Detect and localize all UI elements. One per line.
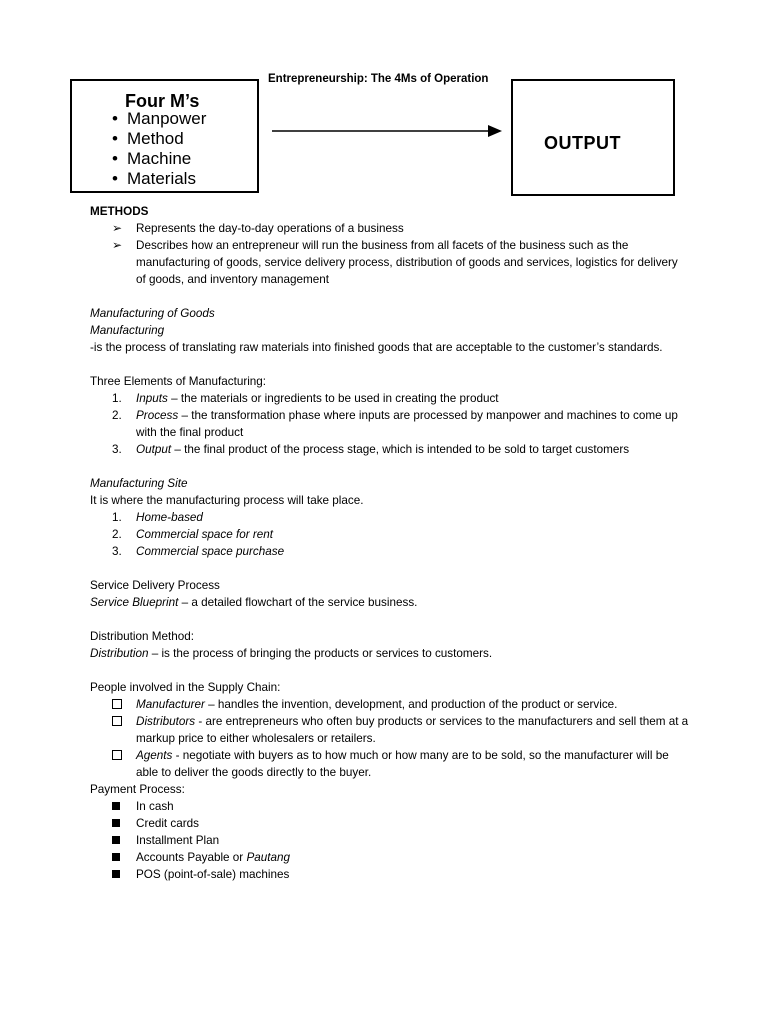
right-arrow-icon: [272, 123, 504, 139]
checkbox-bullet-icon: [112, 699, 122, 709]
arrow-bullet-icon: ➢: [112, 238, 123, 252]
four-ms-item: • Method: [112, 129, 206, 149]
document-body: [90, 203, 690, 883]
site-heading: Manufacturing Site: [90, 477, 188, 490]
site-list: [90, 509, 690, 560]
manufacturing-term: Manufacturing: [90, 324, 165, 337]
list-item: 2. Process – the transformation phase where inputs are processed by manpower and machines to come up with the final product: [112, 409, 678, 439]
checkbox-bullet-icon: [112, 716, 122, 726]
list-item: Distributors - are entrepreneurs who often buy products or services to the manufacturers and sell them at a markup price to either wholesalers or retailers.: [90, 713, 690, 747]
methods-heading: METHODS: [90, 205, 149, 218]
methods-list: [90, 220, 690, 288]
list-item: 1. Home-based: [112, 511, 203, 524]
list-item: 3. Commercial space purchase: [112, 545, 285, 558]
list-item: POS (point-of-sale) machines: [90, 866, 690, 883]
list-item: ➢ Describes how an entrepreneur will run the business from all facets of the business such as the manufacturing of goods, service delivery process, distribution of goods and services, logistics for delivery of goods, and inventory management: [112, 238, 678, 286]
output-box: [511, 79, 675, 196]
square-bullet-icon: [112, 853, 120, 861]
list-item: 1. Inputs – the materials or ingredients to be used in creating the product: [112, 392, 499, 405]
list-item: ➢ Represents the day-to-day operations of a business: [112, 221, 404, 235]
elements-heading: Three Elements of Manufacturing:: [90, 375, 267, 388]
list-item: Accounts Payable or Pautang: [90, 849, 690, 866]
list-item: Manufacturer – handles the invention, development, and production of the product or service.: [90, 696, 690, 713]
list-item: Credit cards: [90, 815, 690, 832]
service-heading: Service Delivery Process: [90, 579, 220, 592]
output-label: OUTPUT: [544, 133, 621, 153]
elements-list: [90, 390, 690, 458]
square-bullet-icon: [112, 870, 120, 878]
four-ms-heading: Four M’s: [125, 91, 200, 111]
list-item: Installment Plan: [90, 832, 690, 849]
four-ms-item: • Machine: [112, 149, 206, 169]
list-item: 3. Output – the final product of the process stage, which is intended to be sold to target customers: [112, 443, 630, 456]
checkbox-bullet-icon: [112, 750, 122, 760]
distribution-heading: Distribution Method:: [90, 630, 194, 643]
square-bullet-icon: [112, 819, 120, 827]
four-ms-list: [112, 109, 206, 189]
site-text: It is where the manufacturing process will take place.: [90, 494, 364, 507]
manufacturing-definition: -is the process of translating raw materials into finished goods that are acceptable to the customer’s standards.: [90, 341, 663, 354]
square-bullet-icon: [112, 802, 120, 810]
service-definition: Service Blueprint – a detailed flowchart of the service business.: [90, 596, 418, 609]
four-ms-item: • Manpower: [112, 109, 206, 129]
four-ms-box: [70, 79, 259, 193]
arrow-bullet-icon: ➢: [112, 221, 123, 235]
supply-chain-heading: People involved in the Supply Chain:: [90, 681, 281, 694]
document-title: Entrepreneurship: The 4Ms of Operation: [268, 73, 489, 85]
distribution-definition: Distribution – is the process of bringing the products or services to customers.: [90, 647, 493, 660]
list-item: 2. Commercial space for rent: [112, 528, 274, 541]
supply-chain-list: [90, 696, 690, 781]
payment-heading: Payment Process:: [90, 783, 185, 796]
payment-list: [90, 798, 690, 883]
list-item: In cash: [90, 798, 690, 815]
manufacturing-subheading: Manufacturing of Goods: [90, 307, 215, 320]
square-bullet-icon: [112, 836, 120, 844]
four-ms-item: • Materials: [112, 169, 206, 189]
list-item: Agents - negotiate with buyers as to how much or how many are to be sold, so the manufacturer will be able to deliver the goods directly to the buyer.: [90, 747, 690, 781]
